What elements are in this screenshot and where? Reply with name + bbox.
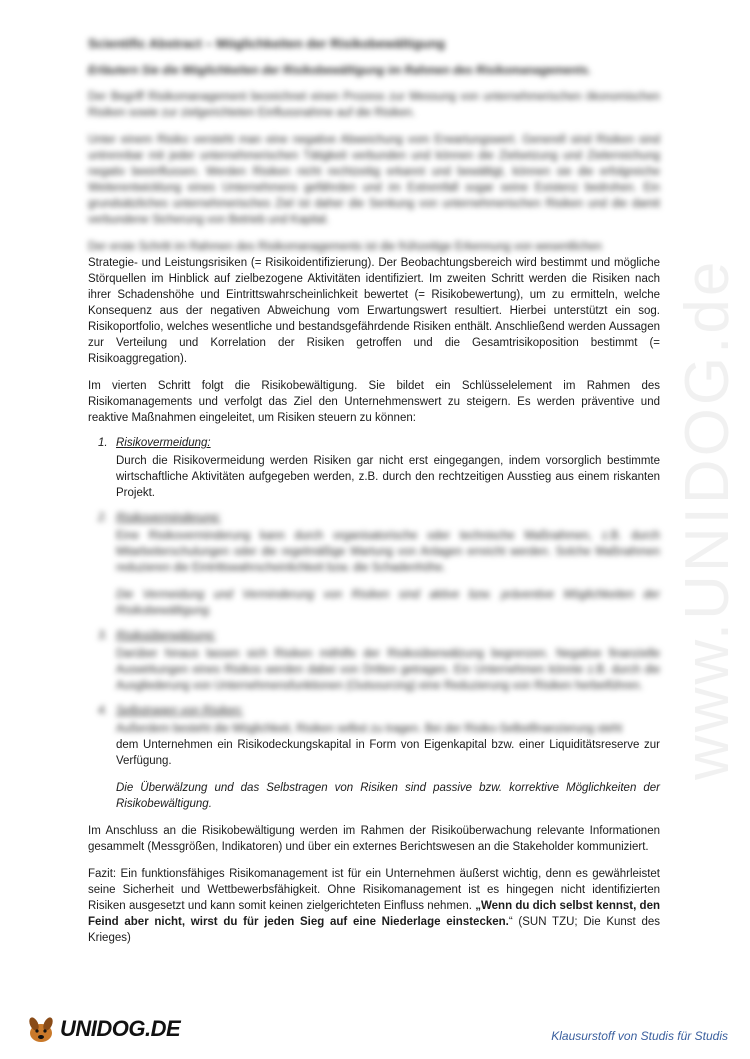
paragraph-intro: Der Begriff Risikomanagement bezeichnet einen Prozess zur Messung von unternehmerischen ökonomischen Risiken sowie zur zielgerichteten Einflussnahme auf die Risiken.	[88, 91, 660, 119]
question: Erläutern Sie die Möglichkeiten der Risikobewältigung im Rahmen des Risikomanagements.	[88, 65, 591, 77]
list-number: 3.	[98, 630, 108, 642]
list-heading: Risikovermeidung:	[116, 437, 211, 449]
list-number: 1.	[98, 437, 108, 449]
list-heading: Risikoüberwälzung:	[116, 630, 216, 642]
paragraph-conclusion	[88, 866, 660, 946]
measure-list	[98, 437, 660, 812]
list-note: Die Überwälzung und das Selbstragen von Risiken sind passive bzw. korrektive Möglichkeiten der Risikobewältigung.	[116, 782, 660, 810]
logo-text: UNIDOG.DE	[60, 1016, 181, 1041]
list-body	[116, 721, 660, 769]
conclusion-source: “ (SUN TZU; Die Kunst des Krieges)	[88, 916, 660, 944]
footer-tagline: Klausurstoff von Studis für Studis	[551, 1029, 728, 1043]
list-body: Durch die Risikovermeidung werden Risiken gar nicht erst eingegangen, indem vorsorglich bestimmte wirtschaftliche Aktivitäten aufgegeben werden, z.B. durch den rechtzeitigen Ausstieg aus einem riskanten Projekt.	[116, 455, 660, 499]
watermark: www.UNIDOG.de	[673, 258, 742, 780]
list-body-text: dem Unternehmen ein Risikodeckungskapital in Form von Eigenkapital bzw. einer Liquiditätsreserve zur Verfügung.	[116, 739, 660, 767]
list-item-3	[98, 630, 660, 694]
list-body-blurred: Außerdem besteht die Möglichkeit, Risiken selbst zu tragen. Bei der Risiko-Selbstfinanzierung steht	[116, 723, 623, 735]
paragraph-risk-steps-blurred: Der erste Schritt im Rahmen des Risikomanagements ist die frühzeitige Erkennung von wesentlichen	[88, 241, 602, 253]
conclusion-quote: „Wenn du dich selbst kennst, den Feind aber nicht, wirst du für jeden Sieg auf eine Niederlage einstecken.	[88, 900, 660, 928]
dog-icon	[24, 1012, 58, 1046]
paragraph-risk-steps	[88, 239, 660, 367]
list-item-1	[98, 437, 660, 501]
list-note: Die Vermeidung und Verminderung von Risiken sind aktive bzw. präventive Möglichkeiten der Risikobewältigung.	[116, 589, 660, 617]
unidog-logo[interactable]	[24, 1012, 180, 1046]
list-heading: Selbstragen von Risiken:	[116, 705, 244, 717]
paragraph-monitoring: Im Anschluss an die Risikobewältigung werden im Rahmen der Risikoüberwachung relevante Informationen gesammelt (Messgrößen, Indikatoren) und über ein externes Berichtswesen an die Stakeholder kommuniziert.	[88, 825, 660, 853]
document-page	[88, 30, 660, 957]
list-body: Darüber hinaus lassen sich Risiken mithilfe der Risikoüberwälzung begrenzen. Negative finanzielle Auswirkungen eines Risikos werden dabei von Dritten getragen. Ein Unternehmen könnte z.B. durch die Ausgliederung von Unternehmensfunktionen (Outsourcing) eine Reduzierung von Risiken herbeiführen.	[116, 648, 660, 692]
paragraph-risk-definition: Unter einem Risiko versteht man eine negative Abweichung vom Erwartungswert. Generell sind Risiken sind untrennbar mit jeder unternehmerischen Tätigkeit verbunden und können die Zielsetzung und Zielerreichung negativ beeinflussen. Werden Risiken nicht rechtzeitig erkannt und bewältigt, können sie die erfolgreiche Weiterentwicklung eines Unternehmens gefährden und im Extremfall sogar seine Existenz bedrohen. Ein grundsätzliches unternehmerisches Ziel ist daher die Senkung von unternehmerischen Risiken und die damit verbundene Sicherung von Betrieb und Kapital.	[88, 134, 660, 226]
list-item-4	[98, 705, 660, 812]
paragraph-risk-handling: Im vierten Schritt folgt die Risikobewältigung. Sie bildet ein Schlüsselelement im Rahmen des Risikomanagements und verfolgt das Ziel den Unternehmenswert zu steigern. Es werden präventive und reaktive Maßnahmen eingeleitet, um Risiken steuern zu können:	[88, 380, 660, 424]
conclusion-text: Fazit: Ein funktionsfähiges Risikomanagement ist für ein Unternehmen äußerst wichtig, denn es gewährleistet seine Sicherheit und Wettbewerbsfähigkeit. Ohne Risikomanagement ist es hingegen nicht identifizierten Risiken ausgesetzt und kann somit keinen zielgerichteten Einfluss nehmen.	[88, 868, 660, 912]
list-heading: Risikoverminderung:	[116, 512, 221, 524]
list-body: Eine Risikoverminderung kann durch organisatorische oder technische Maßnahmen, z.B. durch Mitarbeiterschulungen oder die regelmäßige Wartung von Anlagen erreicht werden. Solche Maßnahmen reduzieren die Eintrittswahrscheinlichkeit bzw. die Schadenhöhe.	[116, 530, 660, 574]
list-number: 4.	[98, 705, 108, 717]
list-item-2	[98, 512, 660, 619]
paragraph-risk-steps-text: Strategie- und Leistungsrisiken (= Risikoidentifizierung). Der Beobachtungsbereich wird bestimmt und mögliche Störquellen im Hinblick auf zielbezogene Aktivitäten identifiziert. Im zweiten Schritt werden die Risiken nach ihrer Schadenshöhe und Eintrittswahrscheinlichkeit bewertet (= Risikobewertung), um zu ermitteln, welche Konsequenz aus der negativen Abweichung vom Erwartungswert resultiert. Hierbei unterstützt ein sog. Risikoportfolio, welches wesentliche und bestandsgefährdende Risiken enthält. Anschließend werden Aussagen zur Verteilung und Korrelation der Risiken getroffen und die Gesamtrisikoposition bestimmt (= Risikoaggregation).	[88, 257, 660, 365]
document-title: Scientific Abstract – Möglichkeiten der Risikobewältigung	[88, 36, 446, 51]
list-number: 2.	[98, 512, 108, 524]
